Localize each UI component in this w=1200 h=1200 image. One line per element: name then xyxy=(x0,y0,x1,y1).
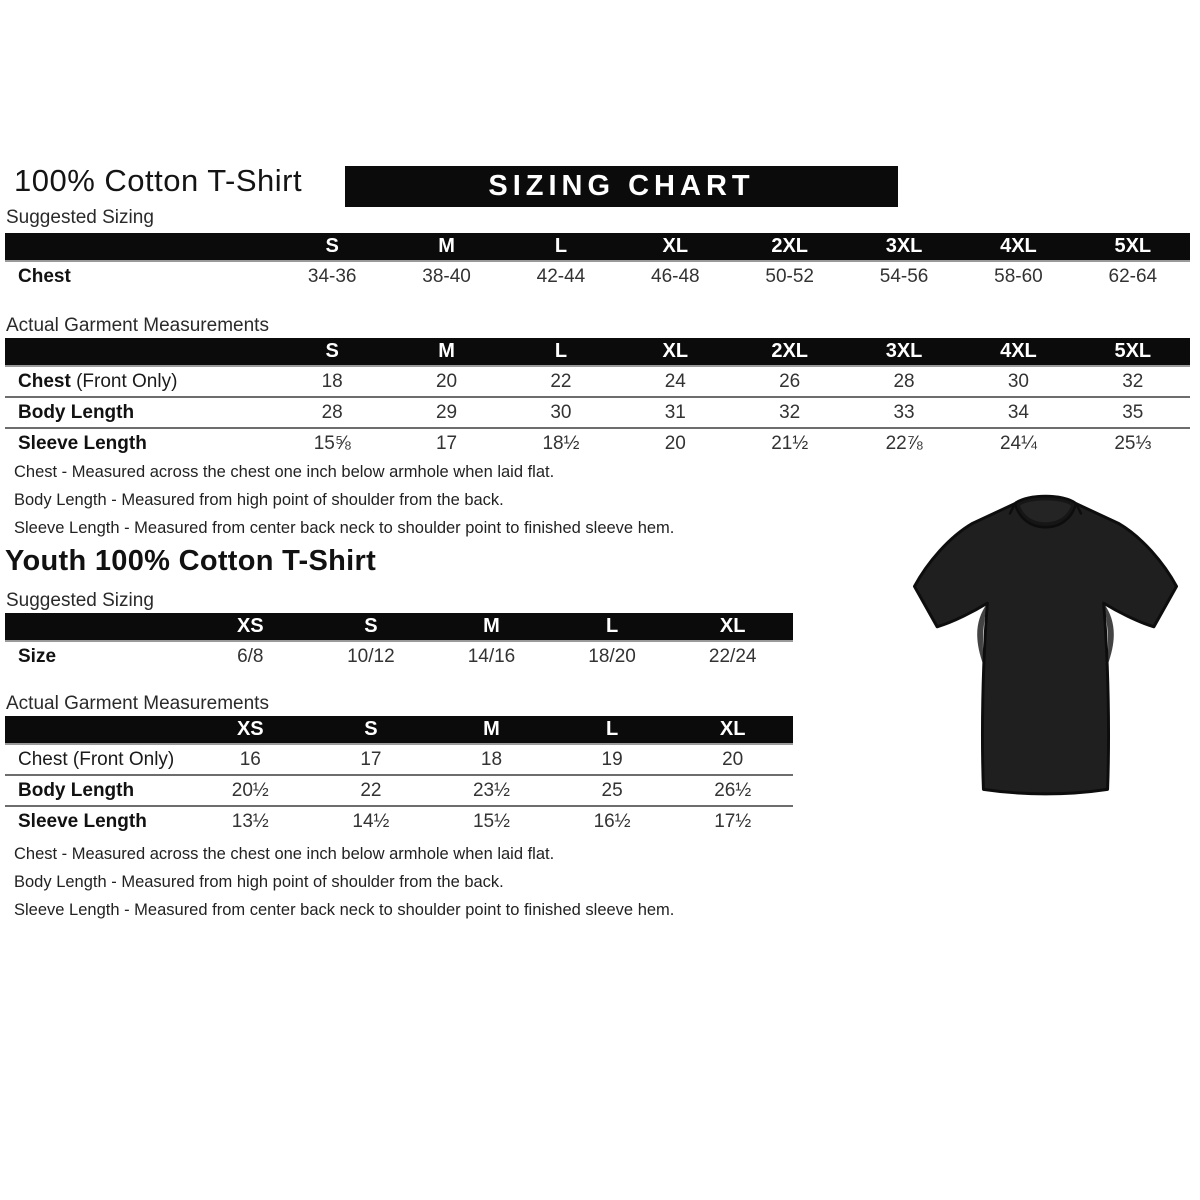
table-row xyxy=(5,428,1190,458)
measurement-cell: 16 xyxy=(239,748,261,770)
header-cell-blank xyxy=(5,338,275,366)
row-label: Sleeve Length xyxy=(5,428,275,458)
header-cell-size: 2XL xyxy=(733,338,847,366)
measurement-cell: 20½ xyxy=(190,775,311,806)
adult-suggested-sizing-label: Suggested Sizing xyxy=(6,207,154,228)
row-label: Sleeve Length xyxy=(5,806,190,836)
youth-suggested-sizing-label: Suggested Sizing xyxy=(6,590,154,611)
measurement-cell: 30 xyxy=(504,397,618,428)
measurement-cell: 34 xyxy=(961,397,1075,428)
measurement-cell: 54-56 xyxy=(879,265,929,287)
note-line: Sleeve Length - Measured from center back neck to shoulder point to finished sleeve hem. xyxy=(14,901,675,919)
header-cell-size: L xyxy=(552,716,673,744)
header-cell-size: M xyxy=(389,233,503,261)
note-line: Body Length - Measured from high point of shoulder from the back. xyxy=(14,491,504,509)
measurement-cell: 15½ xyxy=(431,806,552,836)
measurement-cell: 17½ xyxy=(672,806,793,836)
header-cell-size: S xyxy=(311,613,432,641)
measurement-cell: 22⅞ xyxy=(847,428,961,458)
measurement-cell: 62-64 xyxy=(1108,265,1158,287)
row-label: Body Length xyxy=(5,397,275,428)
header-cell-size: M xyxy=(431,613,552,641)
row-label: Size xyxy=(18,645,57,667)
measurement-cell: 17 xyxy=(389,428,503,458)
measurement-cell: 20 xyxy=(722,748,744,770)
header-cell-size: S xyxy=(275,338,389,366)
measurement-cell: 22 xyxy=(550,370,572,392)
header-cell-size: 3XL xyxy=(847,233,961,261)
table-row xyxy=(5,397,1190,428)
header-cell-size: L xyxy=(552,613,673,641)
table-row xyxy=(5,775,793,806)
table-header-row xyxy=(5,716,793,744)
measurement-cell: 32 xyxy=(733,397,847,428)
header-cell-blank xyxy=(5,716,190,744)
adult-suggested-sizing-table xyxy=(5,233,1190,291)
adult-measurement-notes xyxy=(14,458,674,542)
youth-suggested-sizing-table xyxy=(5,613,793,671)
note-line: Sleeve Length - Measured from center back neck to shoulder point to finished sleeve hem. xyxy=(14,519,675,537)
header-cell-size: 5XL xyxy=(1076,338,1190,366)
measurement-cell: 34-36 xyxy=(307,265,357,287)
measurement-cell: 42-44 xyxy=(536,265,586,287)
measurement-cell: 33 xyxy=(847,397,961,428)
measurement-cell: 26½ xyxy=(672,775,793,806)
measurement-cell: 13½ xyxy=(190,806,311,836)
measurement-cell: 50-52 xyxy=(765,265,814,287)
measurement-cell: 17 xyxy=(360,748,382,770)
measurement-cell: 30 xyxy=(1007,370,1029,392)
measurement-cell: 32 xyxy=(1122,370,1144,392)
measurement-cell: 6/8 xyxy=(237,645,264,667)
measurement-cell: 26 xyxy=(779,370,801,392)
measurement-cell: 22/24 xyxy=(708,645,757,667)
header-cell-size: S xyxy=(275,233,389,261)
measurement-cell: 18 xyxy=(321,370,343,392)
header-cell-size: L xyxy=(504,233,618,261)
header-cell-blank xyxy=(5,233,275,261)
youth-section-title: Youth 100% Cotton T-Shirt xyxy=(5,545,377,577)
youth-actual-measurements-label: Actual Garment Measurements xyxy=(6,693,269,714)
table-row xyxy=(5,744,793,775)
measurement-cell: 23½ xyxy=(431,775,552,806)
note-line: Body Length - Measured from high point of shoulder from the back. xyxy=(14,873,504,891)
adult-actual-measurements-label: Actual Garment Measurements xyxy=(6,315,269,336)
header-cell-size: 5XL xyxy=(1076,233,1190,261)
header-cell-size: M xyxy=(431,716,552,744)
header-cell-size: XL xyxy=(618,338,732,366)
measurement-cell: 18 xyxy=(480,748,503,770)
youth-actual-measurements-table xyxy=(5,716,793,836)
table-header-row xyxy=(5,613,793,641)
measurement-cell: 46-48 xyxy=(651,265,700,287)
table-header-row xyxy=(5,233,1190,261)
measurement-cell: 20 xyxy=(618,428,732,458)
measurement-cell: 31 xyxy=(618,397,732,428)
header-cell-size: 4XL xyxy=(961,233,1075,261)
measurement-cell: 10/12 xyxy=(347,645,395,667)
table-row xyxy=(5,261,1190,291)
sizing-chart-banner-label: SIZING CHART xyxy=(488,170,755,202)
measurement-cell: 22 xyxy=(311,775,432,806)
header-cell-size: 2XL xyxy=(733,233,847,261)
header-cell-size: 4XL xyxy=(961,338,1075,366)
table-row xyxy=(5,806,793,836)
measurement-cell: 28 xyxy=(275,397,389,428)
header-cell-size: XL xyxy=(672,613,793,641)
header-cell-size: S xyxy=(311,716,432,744)
header-cell-size: XS xyxy=(190,716,311,744)
row-label: Chest (Front Only) xyxy=(18,370,178,392)
header-cell-size: XL xyxy=(672,716,793,744)
measurement-cell: 14½ xyxy=(311,806,432,836)
note-line: Chest - Measured across the chest one inch below armhole when laid flat. xyxy=(14,463,555,481)
page-title: 100% Cotton T-Shirt xyxy=(14,163,303,198)
tshirt-image xyxy=(893,478,1198,813)
measurement-cell: 16½ xyxy=(552,806,673,836)
measurement-cell: 58-60 xyxy=(994,265,1043,287)
table-row xyxy=(5,366,1190,397)
table-row xyxy=(5,641,793,671)
measurement-cell: 24¼ xyxy=(961,428,1075,458)
header-cell-blank xyxy=(5,613,190,641)
measurement-cell: 25 xyxy=(552,775,673,806)
header-cell-size: M xyxy=(389,338,503,366)
measurement-cell: 38-40 xyxy=(422,265,471,287)
table-header-row xyxy=(5,338,1190,366)
measurement-cell: 19 xyxy=(601,748,623,770)
adult-actual-measurements-table xyxy=(5,338,1190,458)
header-cell-size: 3XL xyxy=(847,338,961,366)
row-label: Chest xyxy=(18,265,71,287)
measurement-cell: 29 xyxy=(389,397,503,428)
measurement-cell: 15⅝ xyxy=(275,428,389,458)
measurement-cell: 24 xyxy=(664,370,686,392)
measurement-cell: 14/16 xyxy=(467,645,516,667)
youth-measurement-notes xyxy=(14,840,674,924)
row-label: Chest (Front Only) xyxy=(18,748,175,770)
measurement-cell: 28 xyxy=(893,370,915,392)
row-label: Body Length xyxy=(5,775,190,806)
measurement-cell: 21½ xyxy=(733,428,847,458)
note-line: Chest - Measured across the chest one inch below armhole when laid flat. xyxy=(14,845,555,863)
header-cell-size: L xyxy=(504,338,618,366)
measurement-cell: 25⅓ xyxy=(1076,428,1190,458)
header-cell-size: XL xyxy=(618,233,732,261)
header-cell-size: XS xyxy=(190,613,311,641)
measurement-cell: 35 xyxy=(1076,397,1190,428)
sizing-chart-banner xyxy=(345,166,898,207)
measurement-cell: 20 xyxy=(435,370,458,392)
measurement-cell: 18½ xyxy=(504,428,618,458)
measurement-cell: 18/20 xyxy=(588,645,636,667)
